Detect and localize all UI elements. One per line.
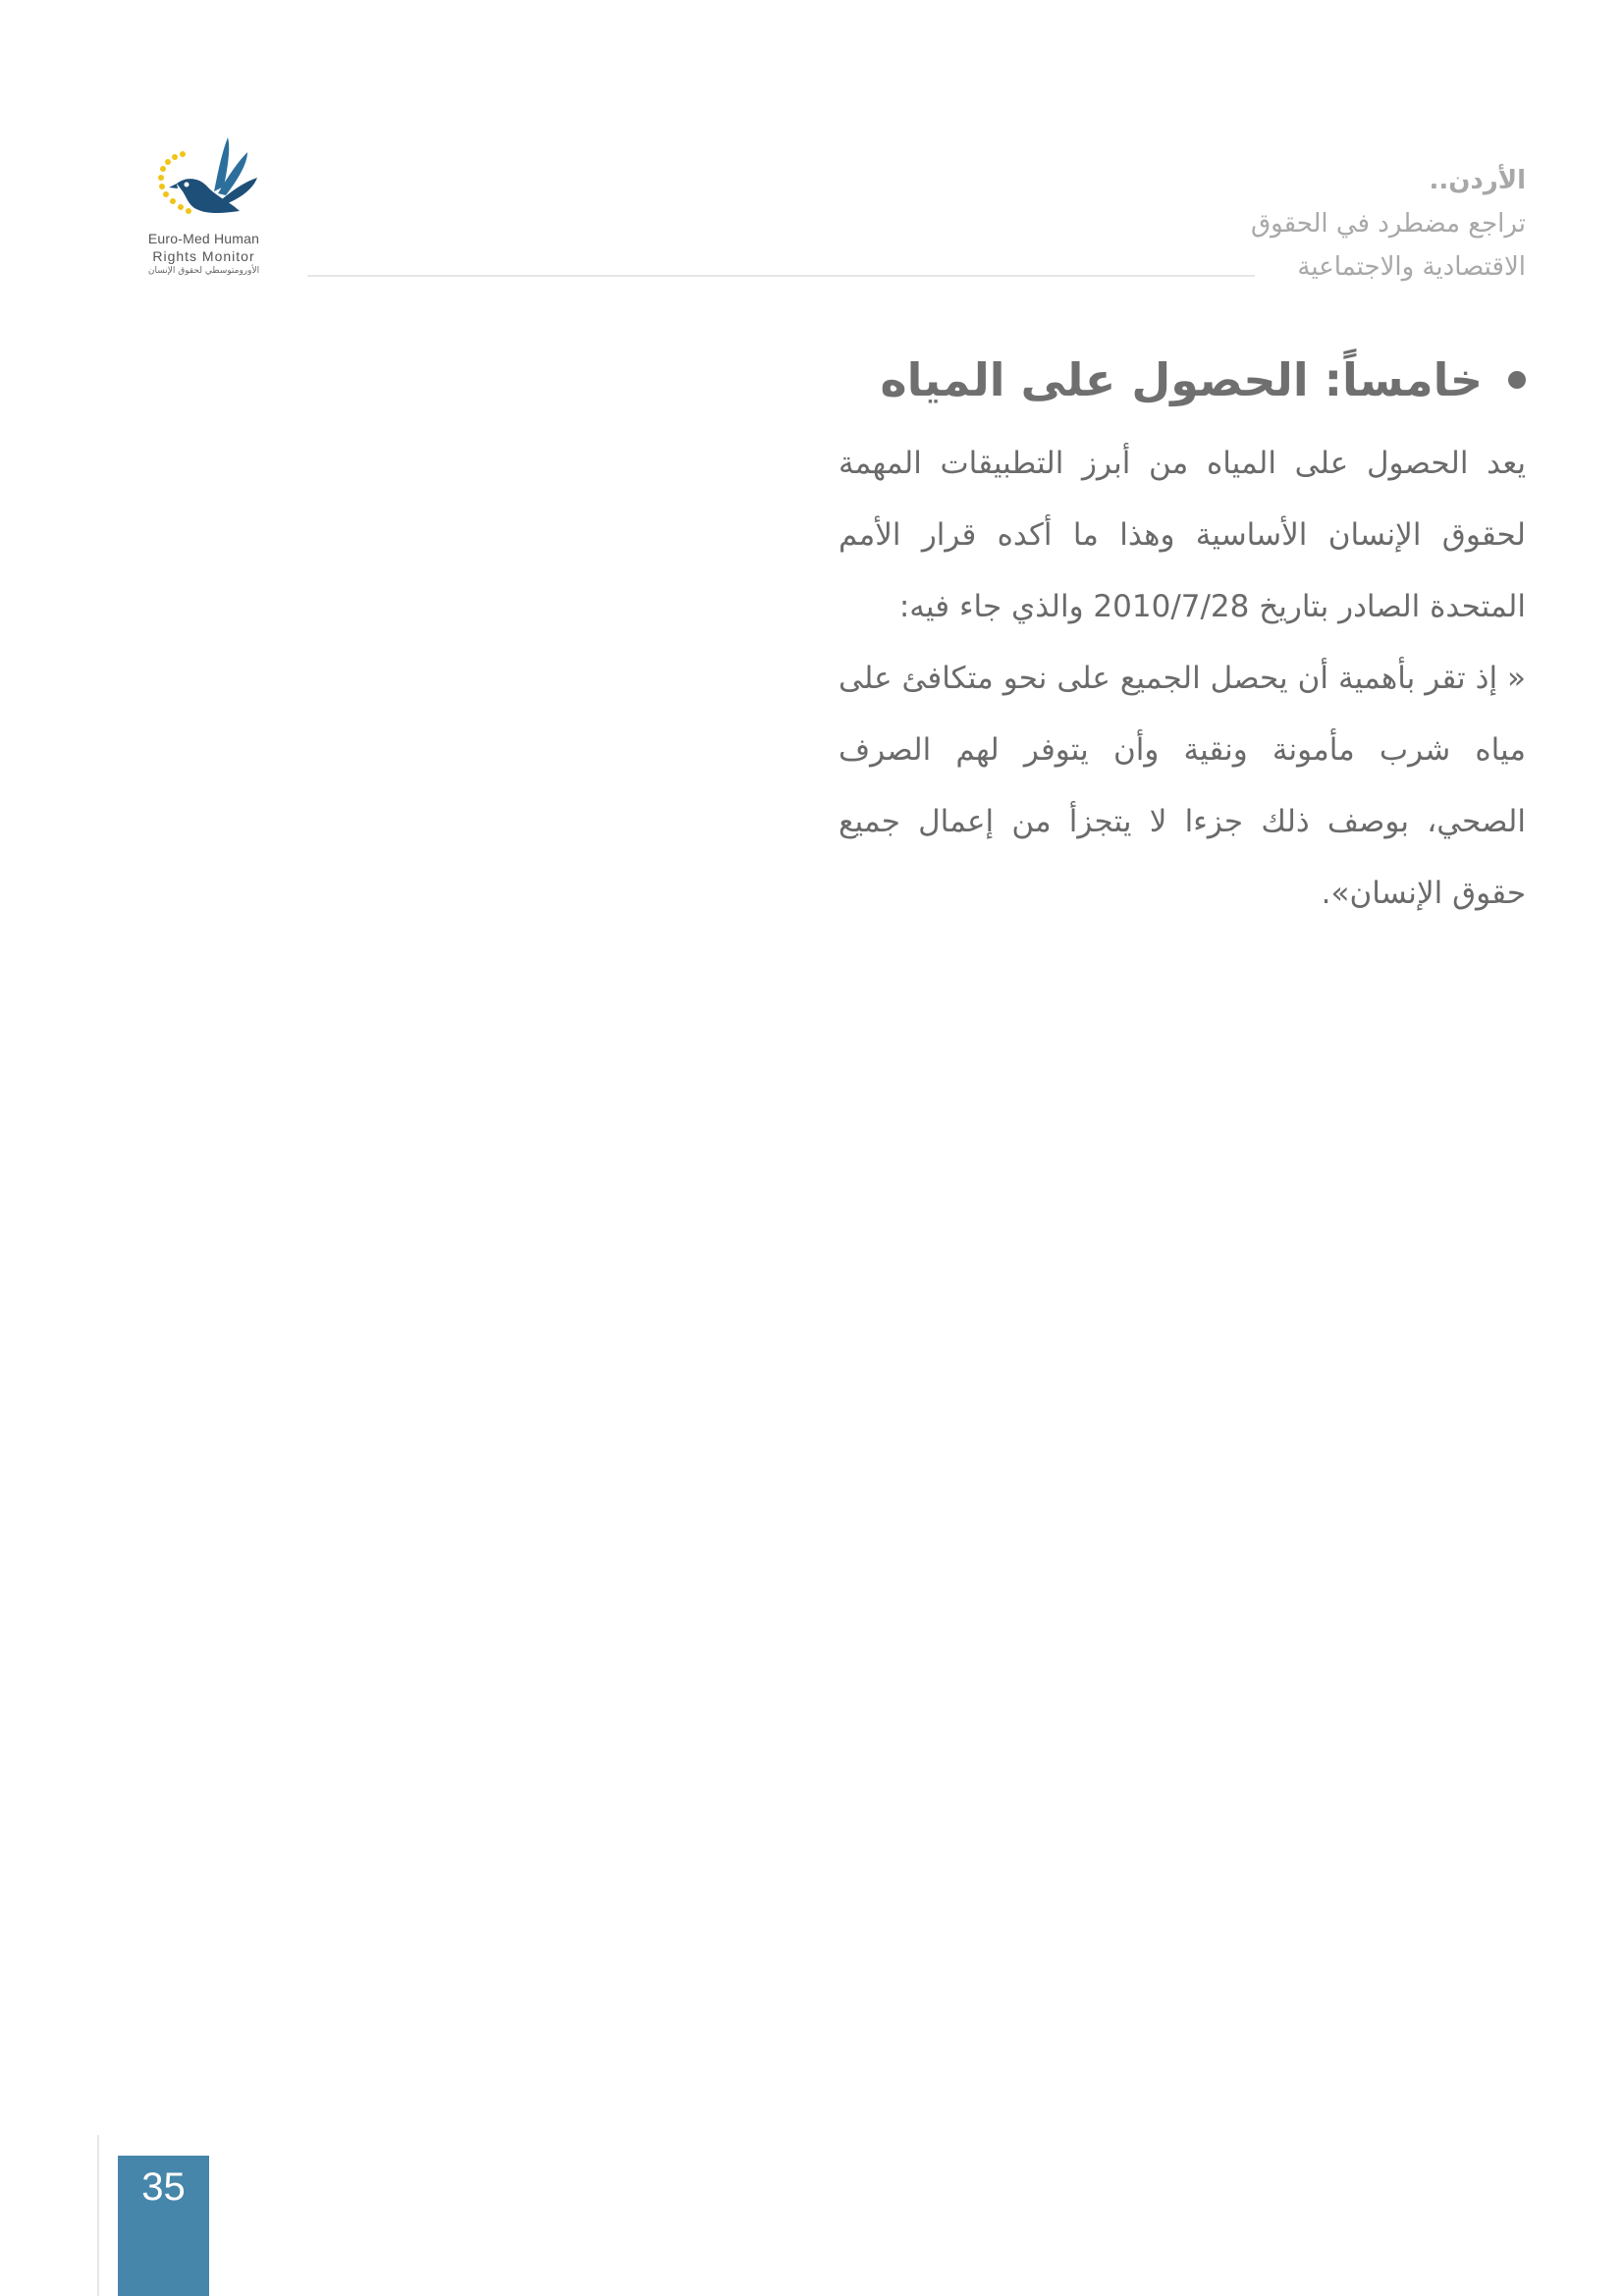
page-number: 35 [141, 2165, 186, 2209]
dove-hand-logo-icon [137, 133, 270, 231]
header-line-3: الاقتصادية والاجتماعية [1297, 252, 1526, 282]
bullet-icon [1508, 371, 1526, 389]
body-paragraph: يعد الحصول على المياه من أبرز التطبيقات المهمة لحقوق الإنسان الأساسية وهذا ما أكده قرار الأمم المتحدة الصادر بتاريخ 2010/7/28 والذي جاء فيه: [839, 446, 1526, 624]
footer-divider [97, 2135, 99, 2296]
section-heading-text: خامساً: الحصول على المياه [880, 353, 1483, 406]
logo-name-line1: Euro-Med Human [147, 231, 260, 246]
section-heading [819, 346, 1526, 414]
page-number-box [118, 2156, 209, 2296]
running-header [1202, 159, 1526, 289]
section-body [839, 428, 1526, 930]
header-divider [307, 275, 1255, 277]
logo-name-line2: Rights Monitor [152, 248, 255, 264]
header-keyword: الأردن.. [1429, 166, 1526, 195]
header-line-2: تراجع مضطرد في الحقوق [1250, 209, 1526, 239]
logo-name-arabic: الأورومتوسطي لحقوق الإنسان [147, 266, 260, 276]
euro-med-logo [137, 133, 270, 280]
body-quote: « إذ تقر بأهمية أن يحصل الجميع على نحو متكافئ على مياه شرب مأمونة ونقية وأن يتوفر لهم الصرف الصحي، بوصف ذلك جزءا لا يتجزأ من إعمال جميع حقوق الإنسان». [839, 661, 1526, 911]
